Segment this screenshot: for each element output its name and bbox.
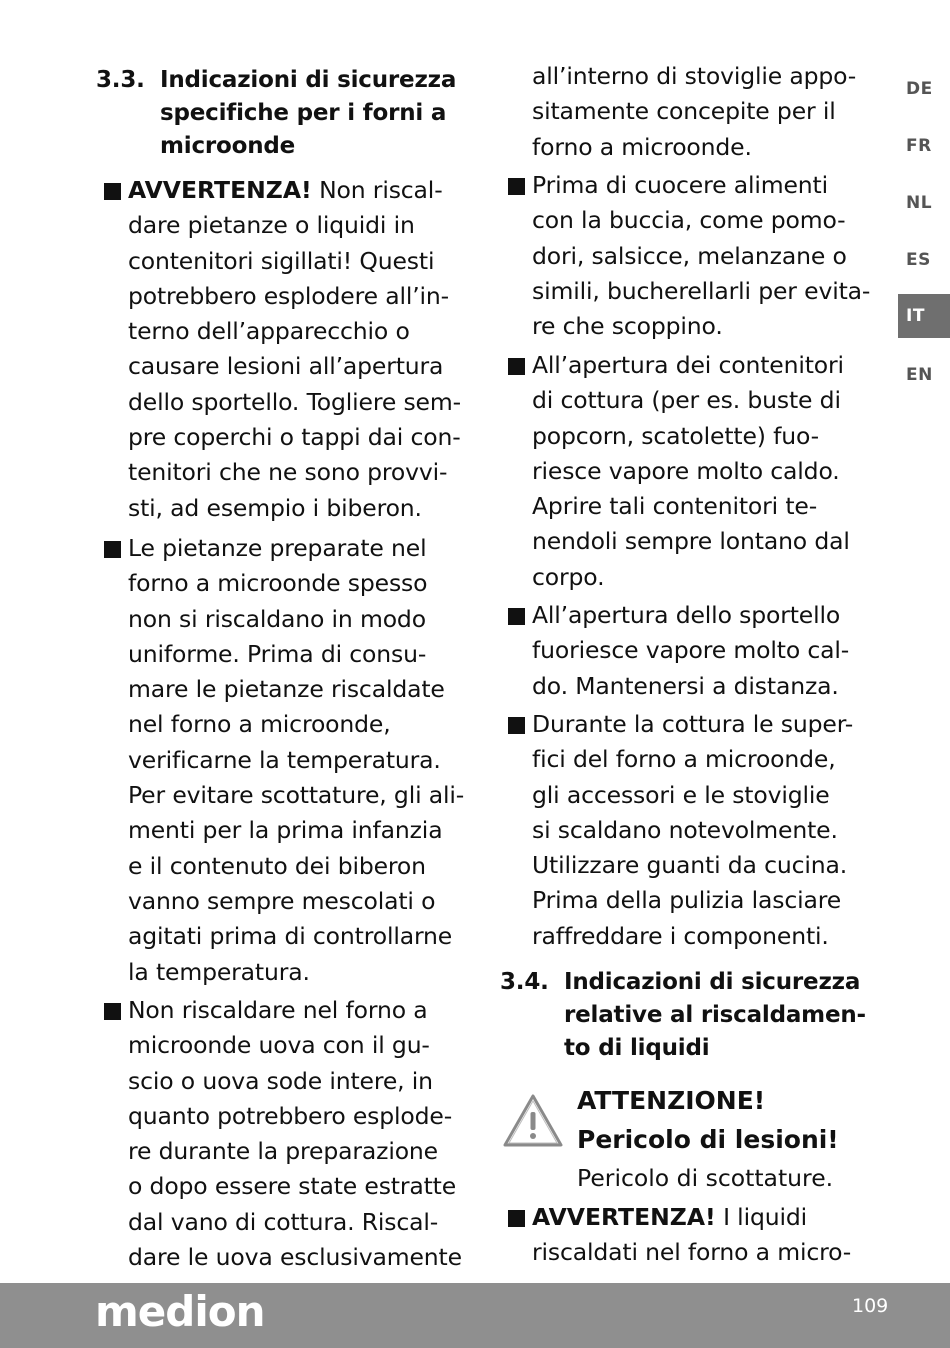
text-line: raffreddare i componenti. [532, 921, 829, 950]
list-item-text [128, 531, 464, 990]
warning-triangle-icon [502, 1093, 564, 1149]
text-line: uniforme. Prima di consu- [128, 639, 427, 668]
list-item-text [532, 598, 849, 704]
text-line: Prima della pulizia lasciare [532, 886, 842, 915]
section-title-line: relative al riscaldamen- [564, 1002, 866, 1028]
bullet-square-icon [104, 541, 121, 558]
text-line: potrebbero esplodere all’in- [128, 281, 450, 310]
tab-it[interactable]: IT [898, 294, 950, 338]
tab-es[interactable]: ES [906, 250, 931, 270]
text-line: all’interno di stoviglie appo- [532, 62, 857, 90]
text-line: re durante la preparazione [128, 1137, 438, 1166]
page-number: 109 [852, 1295, 889, 1317]
text-line: e il contenuto dei biberon [128, 851, 426, 880]
continuation-text [532, 59, 856, 165]
footer-bar [0, 1283, 950, 1348]
bullet-square-icon [104, 1003, 121, 1020]
text-line: mare le pietanze riscaldate [128, 675, 445, 704]
bullet-square-icon [508, 717, 525, 734]
text-line: I liquidi [715, 1203, 807, 1231]
warning-label: AVVERTENZA! [128, 176, 312, 204]
text-line: tenitori che ne sono provvi- [128, 458, 448, 487]
list-item-text [532, 168, 870, 344]
bullet-square-icon [508, 178, 525, 195]
text-line: All’apertura dei contenitori [532, 351, 844, 379]
text-line: fuoriesce vapore molto cal- [532, 636, 850, 665]
list-item-text [532, 348, 850, 595]
text-line: simili, bucherellarli per evita- [532, 276, 871, 305]
text-line: dello sportello. Togliere sem- [128, 387, 461, 416]
text-line: dare le uova esclusivamente [128, 1243, 462, 1272]
text-line: dal vano di cottura. Riscal- [128, 1207, 439, 1236]
text-line: popcorn, scatolette) fuo- [532, 421, 819, 450]
text-line: verificarne la temperatura. [128, 745, 441, 774]
text-line: riesce vapore molto caldo. [532, 456, 840, 485]
list-item-text [128, 993, 462, 1275]
text-line: agitati prima di controllarne [128, 922, 453, 951]
text-line: Durante la cottura le super- [532, 710, 854, 738]
text-line: menti per la prima infanzia [128, 816, 443, 845]
bullet-square-icon [508, 1210, 525, 1227]
section-title-line: Indicazioni di sicurezza [564, 969, 861, 995]
text-line: si scaldano notevolmente. [532, 815, 838, 844]
text-line: re che scoppino. [532, 312, 723, 341]
text-line: Non riscaldare nel forno a [128, 996, 428, 1024]
section-title [564, 966, 866, 1065]
section-number: 3.4. [500, 969, 549, 995]
text-line: con la buccia, come pomo- [532, 206, 846, 235]
tab-en[interactable]: EN [906, 365, 933, 385]
text-line: o dopo essere state estratte [128, 1172, 457, 1201]
bullet-square-icon [508, 358, 525, 375]
warning-box [500, 1085, 890, 1192]
section-title-line: Indicazioni di sicurezza [160, 67, 457, 93]
text-line: All’apertura dello sportello [532, 601, 841, 629]
text-line: nendoli sempre lontano dal [532, 527, 850, 556]
text-line: pre coperchi o tappi dai con- [128, 423, 461, 452]
warning-label: AVVERTENZA! [532, 1203, 716, 1231]
text-line: dare pietanze o liquidi in [128, 211, 415, 240]
section-number: 3.3. [96, 67, 145, 93]
medion-logo: medion [95, 1287, 265, 1336]
tab-nl[interactable]: NL [906, 193, 933, 213]
text-line: non si riscaldano in modo [128, 604, 426, 633]
section-title-line: to di liquidi [564, 1035, 710, 1061]
text-line: riscaldati nel forno a micro- [532, 1238, 852, 1267]
text-line: Non riscal- [311, 176, 443, 204]
text-line: di cottura (per es. buste di [532, 386, 841, 415]
text-line: do. Mantenersi a distanza. [532, 671, 839, 700]
text-line: Per evitare scottature, gli ali- [128, 781, 465, 810]
tab-fr[interactable]: FR [906, 136, 932, 156]
text-line: vanno sempre mescolati o [128, 886, 436, 915]
section-title [160, 64, 456, 163]
tab-de[interactable]: DE [906, 79, 933, 99]
warning-title-2: Pericolo di lesioni! [577, 1125, 839, 1154]
text-line: Utilizzare guanti da cucina. [532, 851, 848, 880]
warning-subtitle: Pericolo di scottature. [577, 1164, 834, 1192]
text-line: Le pietanze preparate nel [128, 534, 427, 562]
text-line: gli accessori e le stoviglie [532, 780, 830, 809]
bullet-square-icon [508, 608, 525, 625]
text-line: la temperatura. [128, 957, 310, 986]
text-line: forno a microonde spesso [128, 569, 428, 598]
list-item-text [532, 1200, 851, 1271]
list-item-text [532, 707, 853, 954]
text-line: dori, salsicce, melanzane o [532, 241, 847, 270]
text-line: terno dell’apparecchio o [128, 317, 410, 346]
text-line: causare lesioni all’apertura [128, 352, 444, 381]
list-item-text [128, 173, 461, 526]
text-line: contenitori sigillati! Questi [128, 246, 435, 275]
section-title-line: microonde [160, 133, 296, 159]
text-line: sti, ad esempio i biberon. [128, 493, 422, 522]
text-line: nel forno a microonde, [128, 710, 391, 739]
text-line: corpo. [532, 562, 605, 591]
text-line: fici del forno a microonde, [532, 745, 836, 774]
text-line: quanto potrebbero esplode- [128, 1101, 453, 1130]
text-line: scio o uova sode intere, in [128, 1066, 433, 1095]
warning-title: ATTENZIONE! [577, 1086, 766, 1115]
text-line: Aprire tali contenitori te- [532, 492, 818, 521]
text-line: forno a microonde. [532, 132, 752, 161]
text-line: sitamente concepite per il [532, 97, 836, 126]
text-line: microonde uova con il gu- [128, 1031, 430, 1060]
text-line: Prima di cuocere alimenti [532, 171, 828, 199]
section-title-line: specifiche per i forni a [160, 100, 447, 126]
bullet-square-icon [104, 183, 121, 200]
